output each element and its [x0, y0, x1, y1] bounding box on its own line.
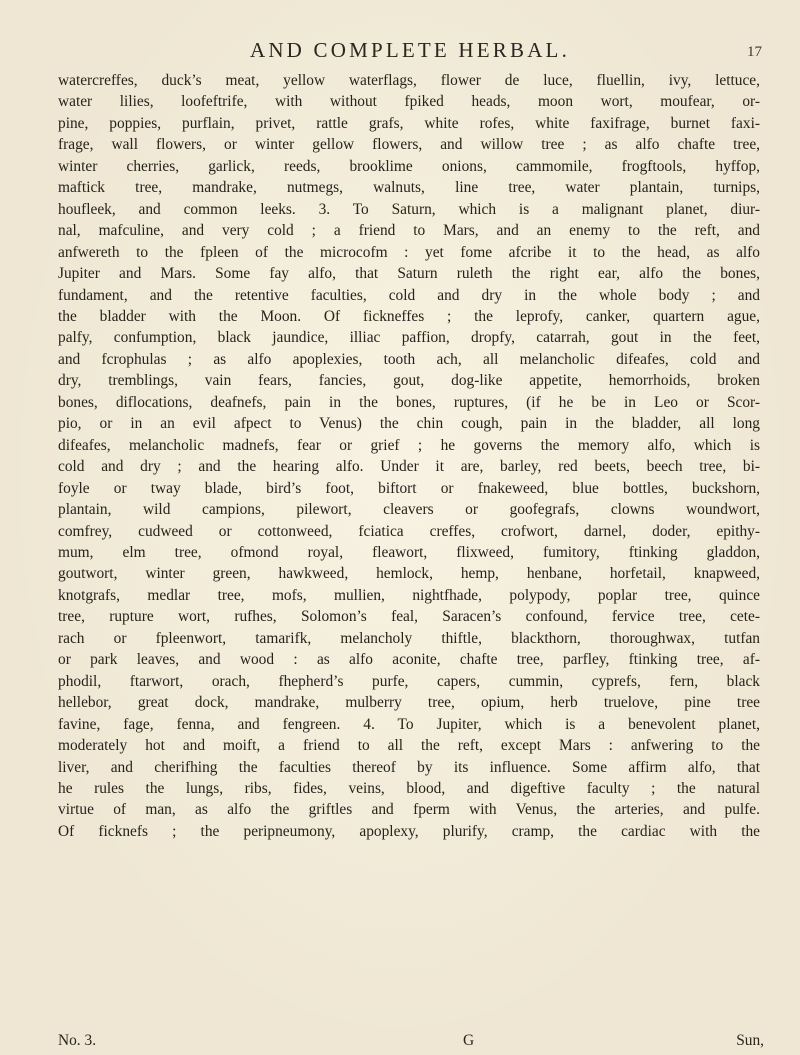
text-line: frage, wall flowers, or winter gellow flowers, and willow tree ; as alfo chafte tree, [58, 136, 760, 154]
text-line: moderately hot and moift, a friend to all the reft, except Mars : anfwering to the [58, 737, 760, 755]
text-line: liver, and cherifhing the faculties thereof by its influence. Some affirm alfo, that [58, 758, 760, 776]
page-footer [58, 1032, 764, 1052]
text-line: Of ficknefs ; the peripneumony, apoplexy, plurify, cramp, the cardiac with the [58, 822, 760, 840]
text-line: and fcrophulas ; as alfo apoplexies, tooth ach, all melancholic difeafes, cold and [58, 350, 760, 368]
text-line: cold and dry ; and the hearing alfo. Under it are, barley, red beets, beech tree, bi- [58, 458, 760, 476]
text-line: Jupiter and Mars. Some fay alfo, that Saturn ruleth the right ear, alfo the bones, [58, 265, 760, 283]
text-line: pine, poppies, purflain, privet, rattle grafs, white rofes, white faxifrage, burnet faxi- [58, 114, 760, 132]
text-line: the bladder with the Moon. Of fickneffes ; the leprofy, canker, quartern ague, [58, 307, 760, 325]
issue-number: No. 3. [58, 1032, 97, 1049]
page-number: 17 [747, 44, 762, 60]
text-line: favine, fage, fenna, and fengreen. 4. To Jupiter, which is a benevolent planet, [58, 715, 760, 733]
text-line: hellebor, great dock, mandrake, mulberry tree, opium, herb truelove, pine tree [58, 694, 760, 712]
page-header [60, 38, 760, 66]
text-line: virtue of man, as alfo the griftles and fperm with Venus, the arteries, and pulfe. [58, 801, 760, 819]
text-line: or park leaves, and wood : as alfo aconite, chafte tree, parfley, ftinking tree, af- [58, 651, 760, 669]
text-line: fundament, and the retentive faculties, cold and dry in the whole body ; and [58, 286, 760, 304]
text-line: plantain, wild campions, pilewort, cleavers or goofegrafs, clowns woundwort, [58, 501, 760, 519]
text-line: goutwort, winter green, hawkweed, hemlock, hemp, henbane, horfetail, knapweed, [58, 565, 760, 583]
text-line: tree, rupture wort, rufhes, Solomon’s feal, Saracen’s confound, fervice tree, cete- [58, 608, 760, 626]
text-line: comfrey, cudweed or cottonweed, fciatica creffes, crofwort, darnel, doder, epithy- [58, 522, 760, 540]
text-line: dry, tremblings, vain fears, fancies, gout, dog-like appetite, hemorrhoids, broken [58, 372, 760, 390]
text-line: rach or fpleenwort, tamarifk, melancholy thiftle, blackthorn, thoroughwax, tutfan [58, 629, 760, 647]
text-line: phodil, ftarwort, orach, fhepherd’s purfe, capers, cummin, cyprefs, fern, black [58, 672, 760, 690]
body-text [58, 70, 760, 842]
text-line: he rules the lungs, ribs, fides, veins, blood, and digeftive faculty ; the natural [58, 779, 760, 797]
text-line: watercreffes, duck’s meat, yellow waterflags, flower de luce, fluellin, ivy, lettuce, [58, 72, 760, 89]
text-line: mum, elm tree, ofmond royal, fleawort, flixweed, fumitory, ftinking gladdon, [58, 543, 760, 561]
text-line: palfy, confumption, black jaundice, illiac paffion, dropfy, catarrah, gout in the feet, [58, 329, 760, 347]
text-line: knotgrafs, medlar tree, mofs, mullien, nightfhade, polypody, poplar tree, quince [58, 586, 760, 604]
text-line: foyle or tway blade, bird’s foot, biftort or fnakeweed, blue bottles, buckshorn, [58, 479, 760, 497]
text-line: anfwereth to the fpleen of the microcofm : yet fome afcribe it to the head, as alfo [58, 243, 760, 261]
text-line: nal, mafculine, and very cold ; a friend to Mars, and an enemy to the reft, and [58, 222, 760, 240]
running-title: AND COMPLETE HERBAL. [249, 38, 571, 62]
text-line: pio, or in an evil afpect to Venus) the chin cough, pain in the bladder, all long [58, 415, 760, 433]
text-line: houfleek, and common leeks. 3. To Saturn, which is a malignant planet, diur- [58, 200, 760, 218]
text-line: maftick tree, mandrake, nutmegs, walnuts, line tree, water plantain, turnips, [58, 179, 760, 197]
text-line: bones, diflocations, deafnefs, pain in the bones, ruptures, (if he be in Leo or Scor- [58, 393, 760, 411]
signature-mark: G [463, 1032, 475, 1049]
catchword: Sun, [736, 1032, 764, 1049]
text-line: difeafes, melancholic madnefs, fear or grief ; he governs the memory alfo, which is [58, 436, 760, 454]
text-line: winter cherries, garlick, reeds, brooklime onions, cammomile, frogftools, hyffop, [58, 157, 760, 175]
text-line: water lilies, loofeftrife, with without fpiked heads, moon wort, moufear, or- [58, 93, 760, 111]
